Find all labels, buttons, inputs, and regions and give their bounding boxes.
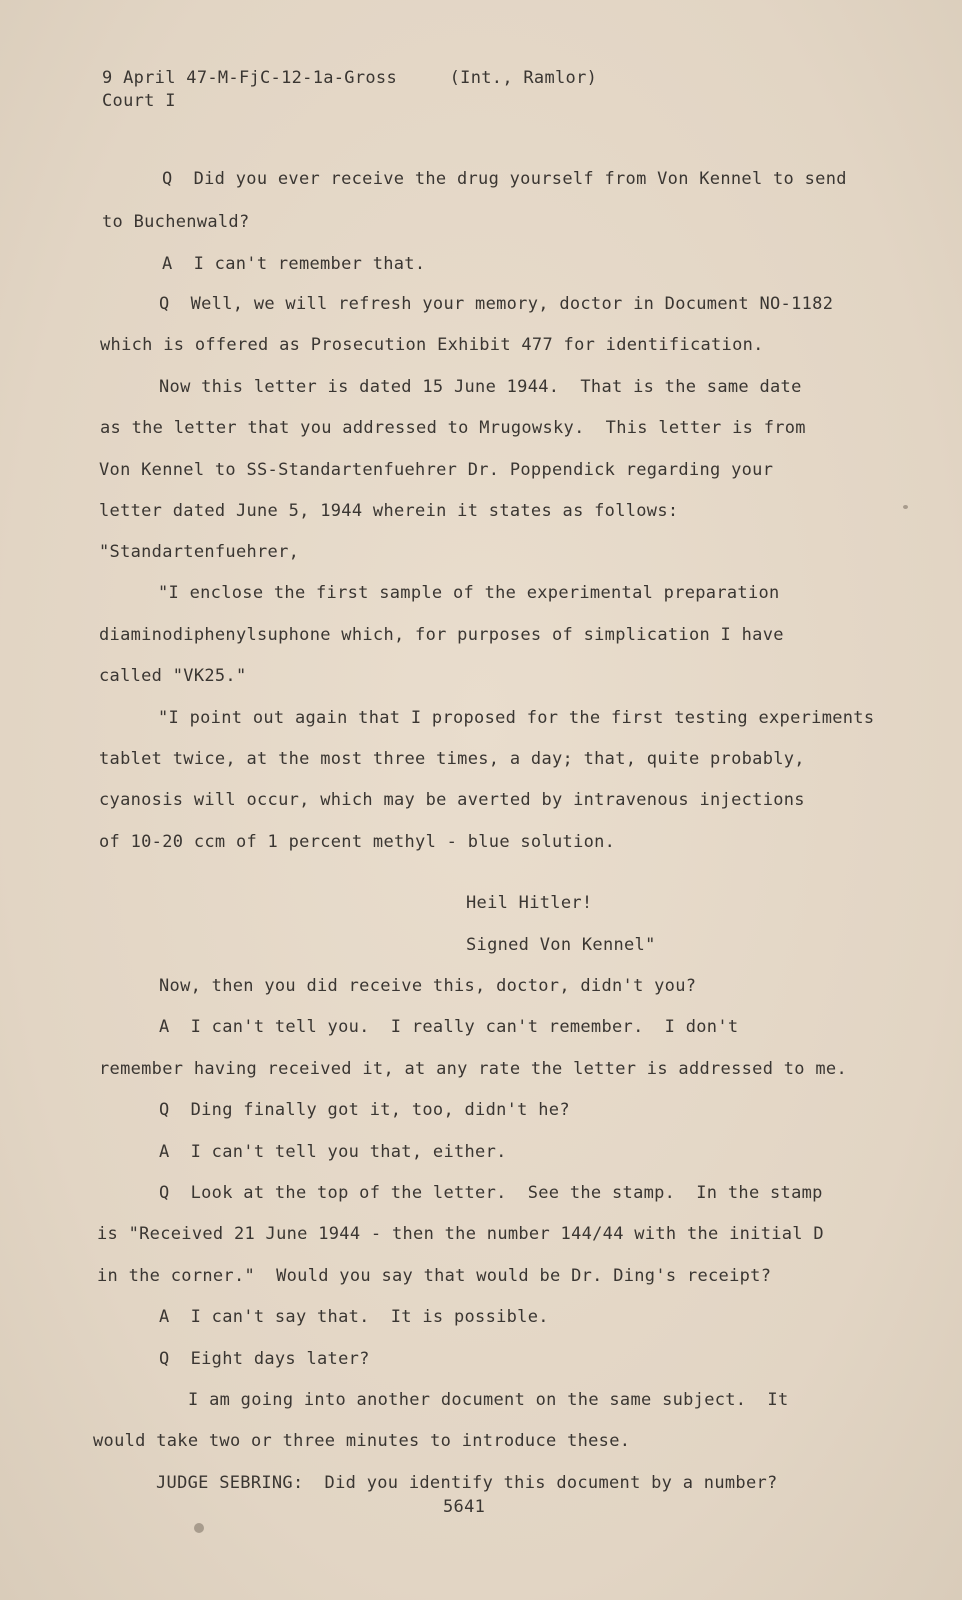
paper-speck: [903, 505, 908, 509]
text-line: Now, then you did receive this, doctor, didn't you?: [159, 976, 697, 996]
text-line: Q Did you ever receive the drug yourself from Von Kennel to send: [162, 169, 847, 189]
text-line: I am going into another document on the same subject. It: [188, 1390, 789, 1410]
text-line: Q Look at the top of the letter. See the stamp. In the stamp: [159, 1183, 823, 1203]
text-line: diaminodiphenylsuphone which, for purposes of simplication I have: [99, 625, 784, 645]
text-line: Q Well, we will refresh your memory, doctor in Document NO-1182: [159, 294, 834, 314]
text-line: Heil Hitler!: [466, 893, 593, 913]
text-line: Q Eight days later?: [159, 1349, 370, 1369]
text-line: as the letter that you addressed to Mrugowsky. This letter is from: [100, 418, 806, 438]
text-line: Now this letter is dated 15 June 1944. That is the same date: [159, 377, 802, 397]
text-line: which is offered as Prosecution Exhibit 477 for identification.: [100, 335, 764, 355]
text-line: to Buchenwald?: [102, 212, 250, 232]
text-line: A I can't say that. It is possible.: [159, 1307, 549, 1327]
text-line: tablet twice, at the most three times, a day; that, quite probably,: [99, 749, 805, 769]
text-line: "I enclose the first sample of the experimental preparation: [158, 583, 780, 603]
text-line: Signed Von Kennel": [466, 935, 656, 955]
text-line: called "VK25.": [99, 666, 247, 686]
header-line-2: Court I: [102, 91, 176, 111]
text-line: cyanosis will occur, which may be averted by intravenous injections: [99, 790, 805, 810]
text-line: in the corner." Would you say that would be Dr. Ding's receipt?: [97, 1266, 772, 1286]
text-line: "Standartenfuehrer,: [99, 542, 300, 562]
text-line: of 10-20 ccm of 1 percent methyl - blue solution.: [99, 832, 616, 852]
text-line: would take two or three minutes to introduce these.: [93, 1431, 631, 1451]
header-line-1: 9 April 47-M-FjC-12-1a-Gross (Int., Ramlor): [102, 68, 598, 88]
text-line: Von Kennel to SS-Standartenfuehrer Dr. Poppendick regarding your: [99, 460, 774, 480]
text-line: is "Received 21 June 1944 - then the number 144/44 with the initial D: [97, 1224, 824, 1244]
page-number: 5641: [443, 1497, 486, 1517]
text-line: Q Ding finally got it, too, didn't he?: [159, 1100, 570, 1120]
text-line: remember having received it, at any rate the letter is addressed to me.: [99, 1059, 847, 1079]
text-line: letter dated June 5, 1944 wherein it states as follows:: [99, 501, 679, 521]
text-line: A I can't tell you. I really can't remember. I don't: [159, 1017, 739, 1037]
text-line: A I can't tell you that, either.: [159, 1142, 507, 1162]
text-line: A I can't remember that.: [162, 254, 426, 274]
paper-speck: [194, 1523, 204, 1533]
text-line: "I point out again that I proposed for the first testing experiments: [158, 708, 875, 728]
text-line: JUDGE SEBRING: Did you identify this document by a number?: [156, 1473, 778, 1493]
